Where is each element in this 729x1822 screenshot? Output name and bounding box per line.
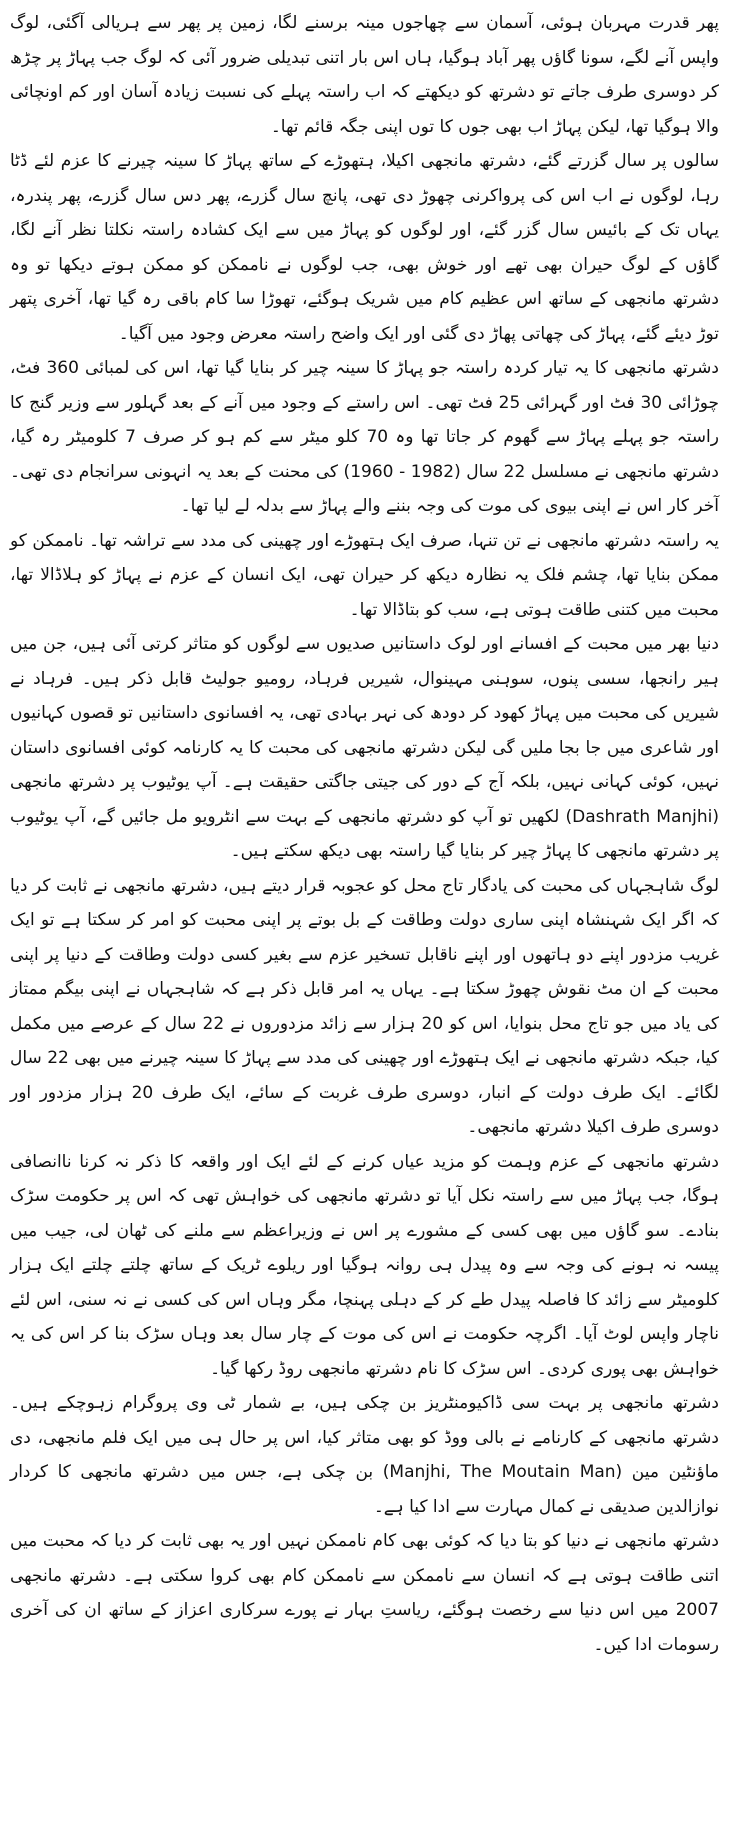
paragraph-film-and-documentaries	[10, 1386, 719, 1524]
english-name-dashrath-manjhi: (Dashrath Manjhi)	[565, 806, 720, 827]
paragraph-village-returns: پھر قدرت مہربان ہوئی، آسمان سے چھاجوں مینہ برسنے لگا، زمین پر پھر سے ہریالی آگئی، لوگ واپس آنے لگے، سونا گاؤں پھر آباد ہوگیا، ہاں اس بار اتنی تبدیلی ضرور آئی کہ لوگ جب پہاڑ پر چڑھ کر دوسری طرف جاتے تو دشرتھ کو دیکھتے کہ اب راستہ پہلے کی نسبت زیادہ آسان اور کم اونچائی والا ہوگیا تھا، لیکن پہاڑ اب بھی جوں کا توں اپنی جگہ قائم تھا۔	[10, 13, 719, 137]
paragraph-alone-with-hammer: یہ راستہ دشرتھ مانجھی نے تن تنہا، صرف ایک ہتھوڑے اور چھینی کی مدد سے تراشہ تھا۔ ناممکن کو ممکن بنایا تھا، چشم فلک یہ نظارہ دیکھ کر حیران تھی، ایک انسان کے عزم نے پہاڑ کو ہلاڈالا تھا، محبت میں کتنی طاقت ہوتی ہے، سب کو بتاڈالا تھا۔	[10, 530, 719, 620]
paragraph-love-legends	[10, 627, 719, 869]
paragraph-film-part-1: دشرتھ مانجھی پر بہت سی ڈاکیومنٹریز بن چکی ہیں، بے شمار ٹی وی پروگرام زہوچکے ہیں۔ دشرتھ مانجھی کے کارنامے نے بالی ووڈ کو بھی متاثر کیا، اس پر حال ہی میں ایک فلم مانجھی، دی ماؤنٹین مین	[10, 1393, 719, 1482]
paragraph-taj-mahal-comparison: لوگ شاہجہاں کی محبت کی یادگار تاج محل کو عجوبہ قرار دیتے ہیں، دشرتھ مانجھی نے ثابت کر دیا کہ اگر ایک شہنشاہ اپنی ساری دولت وطاقت کے بل بوتے پر اپنی محبت کو امر کر سکتا ہے تو ایک غریب مزدور اپنے دو ہاتھوں اور اپنے ناقابل تسخیر عزم سے بغیر کسی دولت وطاقت کے دنیا پر اپنی محبت کے ان مٹ نقوش چھوڑ سکتا ہے۔ یہاں یہ امر قابل ذکر ہے کہ شاہجہاں نے اپنی بیگم ممتاز کی یاد میں جو تاج محل بنوایا، اس کو 20 ہزار سے زائد مزدوروں نے 22 سال کے عرصے میں مکمل کیا، جبکہ دشرتھ مانجھی نے ایک ہتھوڑے اور چھینی کی مدد سے پہاڑ کا سینہ چیرنے میں بھی 22 سال لگائے۔ ایک طرف دولت کے انبار، دوسری طرف غربت کے سائے، ایک طرف 20 ہزار مزدور اور دوسری طرف اکیلا دشرتھ مانجھی۔	[10, 875, 719, 1137]
paragraph-film-part-2: بن چکی ہے، جس میں دشرتھ مانجھی کا کردار نوازالدین صدیقی نے کمال مہارت سے ادا کیا ہے۔	[10, 1462, 719, 1517]
paragraph-legacy: دشرتھ مانجھی نے دنیا کو بتا دیا کہ کوئی بھی کام ناممکن نہیں اور یہ بھی ثابت کر دیا کہ محبت میں اتنی طاقت ہوتی ہے کہ انسان سے ناممکن سے ناممکن کام بھی کروا سکتی ہے۔ دشرتھ مانجھی 2007 میں اس دنیا سے رخصت ہوگئے، ریاستِ بہار نے پورے سرکاری اعزاز کے ساتھ ان کی آخری رسومات ادا کیں۔	[10, 1531, 719, 1655]
paragraph-years-of-labor: سالوں پر سال گزرتے گئے، دشرتھ مانجھی اکیلا، ہتھوڑے کے ساتھ پہاڑ کا سینہ چیرنے کا عزم لئے ڈٹا رہا، لوگوں نے اب اس کی پرواکرنی چھوڑ دی تھی، پانچ سال گزرے، پھر دس سال گزرے، پھر پندرہ، یہاں تک کے بائیس سال گزر گئے، اور لوگوں کو پہاڑ میں سے ایک کشادہ راستہ نکلتا نظر آنے لگا، گاؤں کے لوگ حیران بھی تھے اور خوش بھی، جب لوگوں نے ناممکن کو ممکن ہوتے دیکھا تو وہ دشرتھ مانجھی کے ساتھ اس عظیم کام میں شریک ہوگئے، تھوڑا سا کام باقی رہ گیا تھا، آخری پتھر توڑ دیئے گئے، پہاڑ کی چھاتی پھاڑ دی گئی اور ایک واضح راستہ معرض وجود میں آگیا۔	[10, 151, 719, 344]
paragraph-road-wish: دشرتھ مانجھی کے عزم وہمت کو مزید عیاں کرنے کے لئے ایک اور واقعہ کا ذکر نہ کرنا ناانصافی ہوگا، جب پہاڑ میں سے راستہ نکل آیا تو دشرتھ مانجھی کی خواہش تھی کہ اس پر حکومت سڑک بنادے۔ سو گاؤں میں بھی کسی کے مشورے پر اس نے وزیراعظم سے ملنے کی ٹھان لی، جیب میں پیسہ نہ ہونے کی وجہ سے وہ پیدل ہی روانہ ہوگیا اور ریلوے ٹریک کے ساتھ چلتے چلتے ایک ہزار کلومیٹر سے زائد کا فاصلہ پیدل طے کر کے دہلی پہنچا، مگر وہاں اس کی کسی نے نہ سنی، اس لئے ناچار واپس لوٹ آیا۔ اگرچہ حکومت نے اس کی موت کے چار سال بعد وہاں سڑک بنا کر اس کی یہ خواہش بھی پوری کردی۔ اس سڑک کا نام دشرتھ مانجھی روڈ رکھا گیا۔	[10, 1151, 719, 1379]
paragraph-path-dimensions: دشرتھ مانجھی کا یہ تیار کردہ راستہ جو پہاڑ کا سینہ چیر کر بنایا گیا تھا، اس کی لمبائی 360 فٹ، چوڑائی 30 فٹ اور گہرائی 25 فٹ تھی۔ اس راستے کے وجود میں آنے کے بعد گہلور سے وزیر گنج کا راستہ جو پہلے پہاڑ سے گھوم کر جاتا تھا وہ 70 کلو میٹر سے کم ہو کر صرف 7 کلومیٹر رہ گیا، دشرتھ مانجھی نے مسلسل 22 سال (1982 - 1960) کی محنت کے بعد یہ انہونی سرانجام دی تھی۔ آخر کار اس نے اپنی بیوی کی موت کی وجہ بننے والے پہاڑ سے بدلہ لے لیا تھا۔	[10, 358, 720, 516]
paragraph-love-legends-part-2: لکھیں تو آپ کو دشرتھ مانجھی کے بہت سے انٹرویو مل جائیں گے، آپ یوٹیوب پر دشرتھ مانجھی کا پہاڑ چیر کر بنایا گیا راستہ بھی دیکھ سکتے ہیں۔	[10, 806, 719, 861]
english-film-title: (Manjhi, The Moutain Man)	[382, 1462, 623, 1482]
paragraph-love-legends-part-1: دنیا بھر میں محبت کے افسانے اور لوک داستانیں صدیوں سے لوگوں کو متاثر کرتی آئی ہیں، جن میں ہیر رانجھا، سسی پنوں، سوہنی مہینوال، شیریں فرہاد، رومیو جولیٹ قابل ذکر ہیں۔ فرہاد نے شیریں کی محبت میں پہاڑ کھود کر دودھ کی نہر بہادی تھی، یہ افسانوی داستانیں تو قصوں کہانیوں اور شاعری میں جا بجا ملیں گی لیکن دشرتھ مانجھی کی محبت کا یہ کارنامہ کوئی افسانوی داستان نہیں، کوئی کہانی نہیں، بلکہ آج کے دور کی جیتی جاگتی حقیقت ہے۔ آپ یوٹیوب پر دشرتھ مانجھی	[10, 634, 719, 792]
